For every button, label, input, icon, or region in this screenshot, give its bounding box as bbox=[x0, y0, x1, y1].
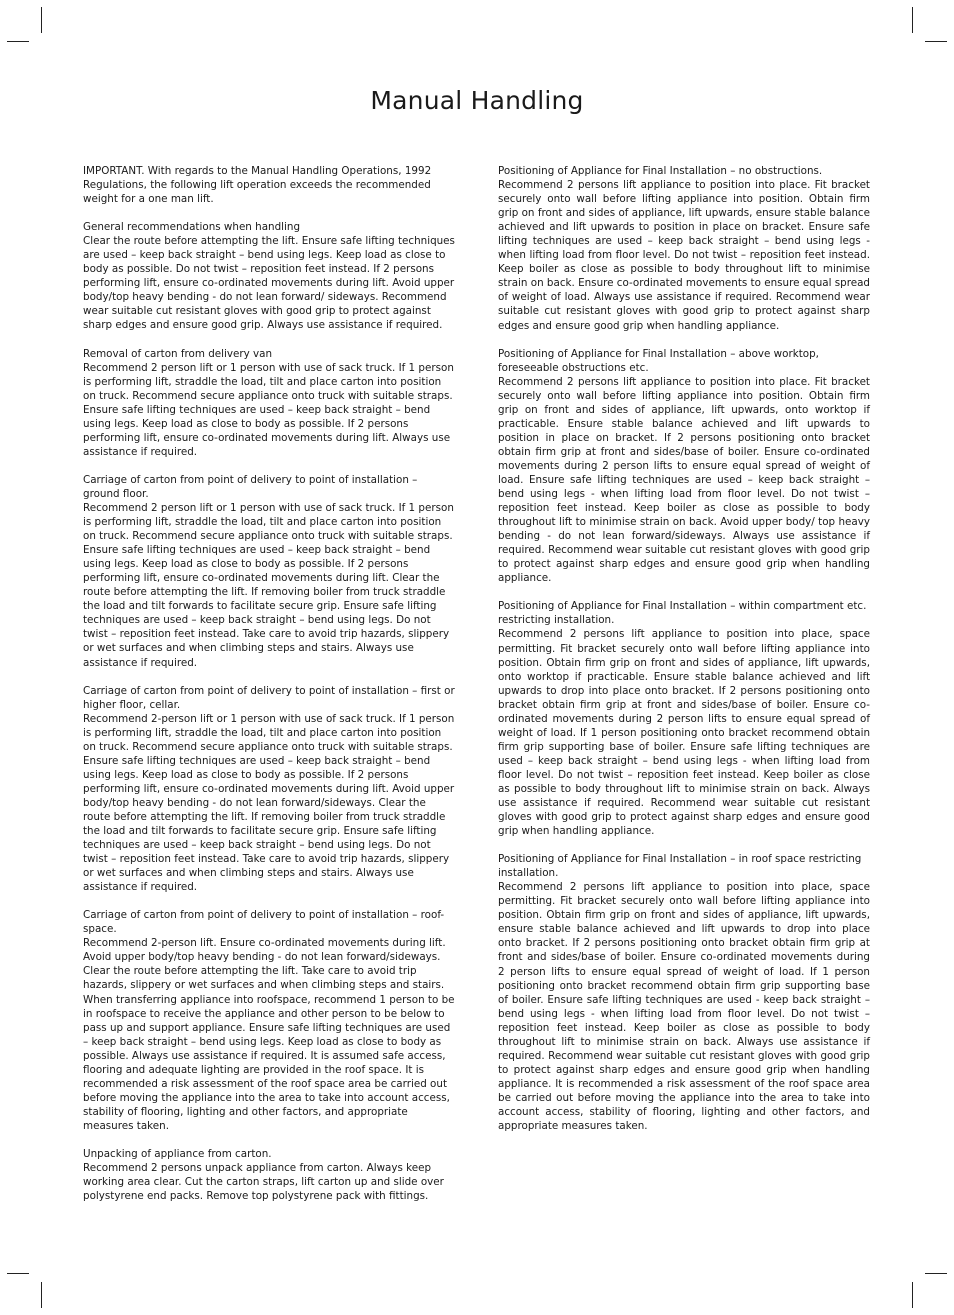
section-heading: Carriage of carton from point of delivery to point of installation – ground floor. bbox=[83, 473, 418, 500]
section bbox=[83, 908, 455, 1133]
section bbox=[83, 220, 455, 332]
crop-mark bbox=[925, 41, 947, 42]
section-body: Recommend 2-person lift or 1 person with use of sack truck. If 1 person is performing lift, straddle the load, tilt and place carton into position on truck. Recommend secure appliance onto truck with suitable straps. Ensure safe lifting techniques are used – keep back straight – bend using legs. Keep load as close to body as possible. If 2 persons performing lift, ensure co-ordinated movements during lift. Avoid upper body/top heavy bending - do not lean forward/sideways. Clear the route before attempting the lift. If removing boiler from truck straddle the load and tilt forwards to facilitate secure grip. Ensure safe lifting techniques are used – keep back straight – bend using legs. Do not twist – reposition feet instead. Take care to avoid trip hazards, slippery or wet surfaces and when climbing steps and stairs. Always use assistance if required. bbox=[83, 712, 455, 894]
left-column bbox=[83, 164, 455, 1217]
section bbox=[498, 164, 870, 333]
section bbox=[83, 684, 455, 895]
section-body: Recommend 2-person lift. Ensure co-ordinated movements during lift. Avoid upper body/top heavy bending - do not lean forward/sideways. Clear the route before attempting the lift. Take care to avoid trip hazards, slippery or wet surfaces and when climbing steps and stairs. When transferring appliance into roofspace, recommend 1 person to be in roofspace to receive the appliance and other person to be below to pass up and support appliance. Ensure safe lifting techniques are used – keep back straight – bend using legs. Keep load as close to body as possible. Always use assistance if required. It is assumed safe access, flooring and adequate lighting are provided in the roof space. It is recommended a risk assessment of the roof space area be carried out before moving the appliance into the area to take into account access, stability of flooring, lighting and other factors, and appropriate measures taken. bbox=[83, 937, 455, 1132]
section-body: Recommend 2 persons lift appliance to position into place. Fit bracket securely onto wall before lifting appliance into position. Obtain firm grip on front and sides of appliance, lift upwards, onto worktop if practicable. Ensure stable balance achieved and lift upwards to position in place on bracket. If 2 persons positioning onto bracket obtain firm grip at front and sides/base of boiler. Ensure co-ordinated movements during 2 person lifts to ensure equal spread of weight of load. Ensure safe lifting techniques are used – keep back straight – bend using legs - when lifting load from floor level. Do not twist – reposition feet instead. Keep boiler as close as possible to body throughout lift to minimise strain on back. Avoid upper body/ top heavy bending - do not lean forward/sideways. Always use assistance if required. Recommend wear suitable cut resistant gloves with good grip to protect against sharp edges and ensure good grip when handling appliance. bbox=[498, 375, 870, 585]
section-heading: General recommendations when handling bbox=[83, 221, 301, 234]
section-heading: Positioning of Appliance for Final Installation – no obstructions. bbox=[498, 165, 823, 177]
section-heading: Carriage of carton from point of delivery to point of installation – roof-space. bbox=[83, 909, 445, 936]
right-column bbox=[498, 164, 870, 1147]
section-heading: Positioning of Appliance for Final Installation – in roof space restricting installation. bbox=[498, 853, 862, 880]
section-heading: Unpacking of appliance from carton. bbox=[83, 1148, 272, 1160]
crop-mark bbox=[912, 1282, 913, 1308]
section-body: Recommend 2 persons lift appliance to position into place. Fit bracket securely onto wall before lifting appliance into position. Obtain firm grip on front and sides of appliance, lift upwards, ensure stable balance achieved and lift upwards to position in place on bracket. Ensure safe lifting techniques are used – keep back straight – bend using legs - when lifting load from floor level. Do not twist – reposition feet instead. Keep boiler as close as possible to body throughout lift to minimise strain on back. Ensure co-ordinated movements to ensure equal spread of weight of load. Always use assistance if required. Recommend wear suitable cut resistant gloves with good grip to protect against sharp edges and ensure good grip when handling appliance. bbox=[498, 179, 871, 332]
section-body: Recommend 2 persons lift appliance to position into place, space permitting. Fit bracket securely onto wall before lifting appliance into position. Obtain firm grip on front and sides of appliance, lift upwards, ensure stable balance achieved and lift upwards to drop into place onto bracket. If 2 persons positioning onto bracket obtain firm grip at front and sides/base of boiler. Ensure co-ordinated movements during 2 person lifts to ensure equal spread of weight of load. If 1 person positioning onto bracket recommend obtain firm grip supporting base of boiler. Ensure safe lifting techniques are used - keep back straight – bend using legs - when lifting load from floor level. Do not twist – reposition feet instead. Keep boiler as close as possible to body throughout lift to minimise strain on back. Always use assistance if required. Recommend wear suitable cut resistant gloves with good grip to protect against sharp edges and ensure good grip when handling appliance. It is recommended a risk assessment of the roof space area be carried out before moving the appliance into the area to take into account access, stability of flooring, lighting and other factors, and appropriate measures taken. bbox=[498, 881, 870, 1133]
section bbox=[83, 347, 455, 459]
crop-mark bbox=[7, 41, 29, 42]
section-body: Recommend 2 person lift or 1 person with use of sack truck. If 1 person is performing lift, straddle the load, tilt and place carton into position on truck. Recommend secure appliance onto truck with suitable straps. Ensure safe lifting techniques are used – keep back straight – bend using legs. Keep load as close to body as possible. If 2 persons performing lift, ensure co-ordinated movements during lift. Clear the route before attempting the lift. If removing boiler from truck straddle the load and tilt forwards to facilitate secure grip. Ensure safe lifting techniques are used – keep back straight – bend using legs. Do not twist – reposition feet instead. Take care to avoid trip hazards, slippery or wet surfaces and when climbing steps and stairs. Always use assistance if required. bbox=[83, 501, 454, 669]
section-heading: Removal of carton from delivery van bbox=[83, 347, 273, 360]
section-heading: Positioning of Appliance for Final Installation – above worktop, foreseeable obstructions etc. bbox=[498, 347, 819, 374]
intro-text: With regards to the Manual Handling Operations, 1992 Regulations, the following lift operation exceeds the recommended weight for a one man lift. bbox=[83, 165, 432, 206]
crop-mark bbox=[912, 7, 913, 33]
section bbox=[498, 347, 870, 586]
section bbox=[498, 852, 870, 1133]
section bbox=[498, 599, 870, 838]
section-heading: Carriage of carton from point of delivery to point of installation – first or higher floor, cellar. bbox=[83, 684, 455, 711]
crop-mark bbox=[41, 1282, 42, 1308]
intro-paragraph bbox=[83, 164, 455, 206]
crop-mark bbox=[41, 7, 42, 33]
crop-mark bbox=[7, 1273, 29, 1274]
section-body: Clear the route before attempting the lift. Ensure safe lifting techniques are used – keep back straight – bend using legs. Keep load as close to body as possible. Do not twist – reposition feet instead. If 2 persons performing lift, ensure co-ordinated movements during lift. Avoid upper body/top heavy bending - do not lean forward/ sideways. Recommend wear suitable cut resistant gloves with good grip to protect against sharp edges and ensure good grip. Always use assistance if required. bbox=[83, 235, 455, 332]
section bbox=[83, 1147, 455, 1203]
page-title: Manual Handling bbox=[370, 86, 584, 115]
section-body: Recommend 2 persons lift appliance to position into place, space permitting. Fit bracket securely onto wall before lifting appliance into position. Obtain firm grip on front and sides of appliance, lift upwards, onto worktop if practicable. Ensure stable balance achieved and lift upwards to drop into place onto bracket. If 2 persons positioning onto bracket obtain firm grip at front and sides/base of boiler. Ensure co-ordinated movements during 2 person lifts to ensure equal spread of weight of load. If 1 person positioning onto bracket recommend obtain firm grip supporting base of boiler. Ensure safe lifting techniques are used – keep back straight – bend using legs - when lifting load from floor level. Do not twist – reposition feet instead. Keep boiler as close as possible to body throughout lift to minimise strain on back. Always use assistance if required. Recommend wear suitable cut resistant gloves with good grip to protect against sharp edges and ensure good grip when handling appliance. bbox=[498, 628, 870, 838]
section-heading: Positioning of Appliance for Final Installation – within compartment etc. restricting installation. bbox=[498, 600, 867, 627]
crop-mark bbox=[925, 1273, 947, 1274]
important-label: IMPORTANT. bbox=[83, 165, 145, 177]
section-body: Recommend 2 persons unpack appliance from carton. Always keep working area clear. Cut the carton straps, lift carton up and slide over polystyrene end packs. Remove top polystyrene pack with fittings. bbox=[83, 1162, 444, 1203]
section-body: Recommend 2 person lift or 1 person with use of sack truck. If 1 person is performing lift, straddle the load, tilt and place carton into position on truck. Recommend secure appliance onto truck with suitable straps. Ensure safe lifting techniques are used – keep back straight – bend using legs. Keep load as close to body as possible. If 2 persons performing lift, ensure co-ordinated movements during lift. Always use assistance if required. bbox=[83, 361, 454, 458]
section bbox=[83, 473, 455, 670]
